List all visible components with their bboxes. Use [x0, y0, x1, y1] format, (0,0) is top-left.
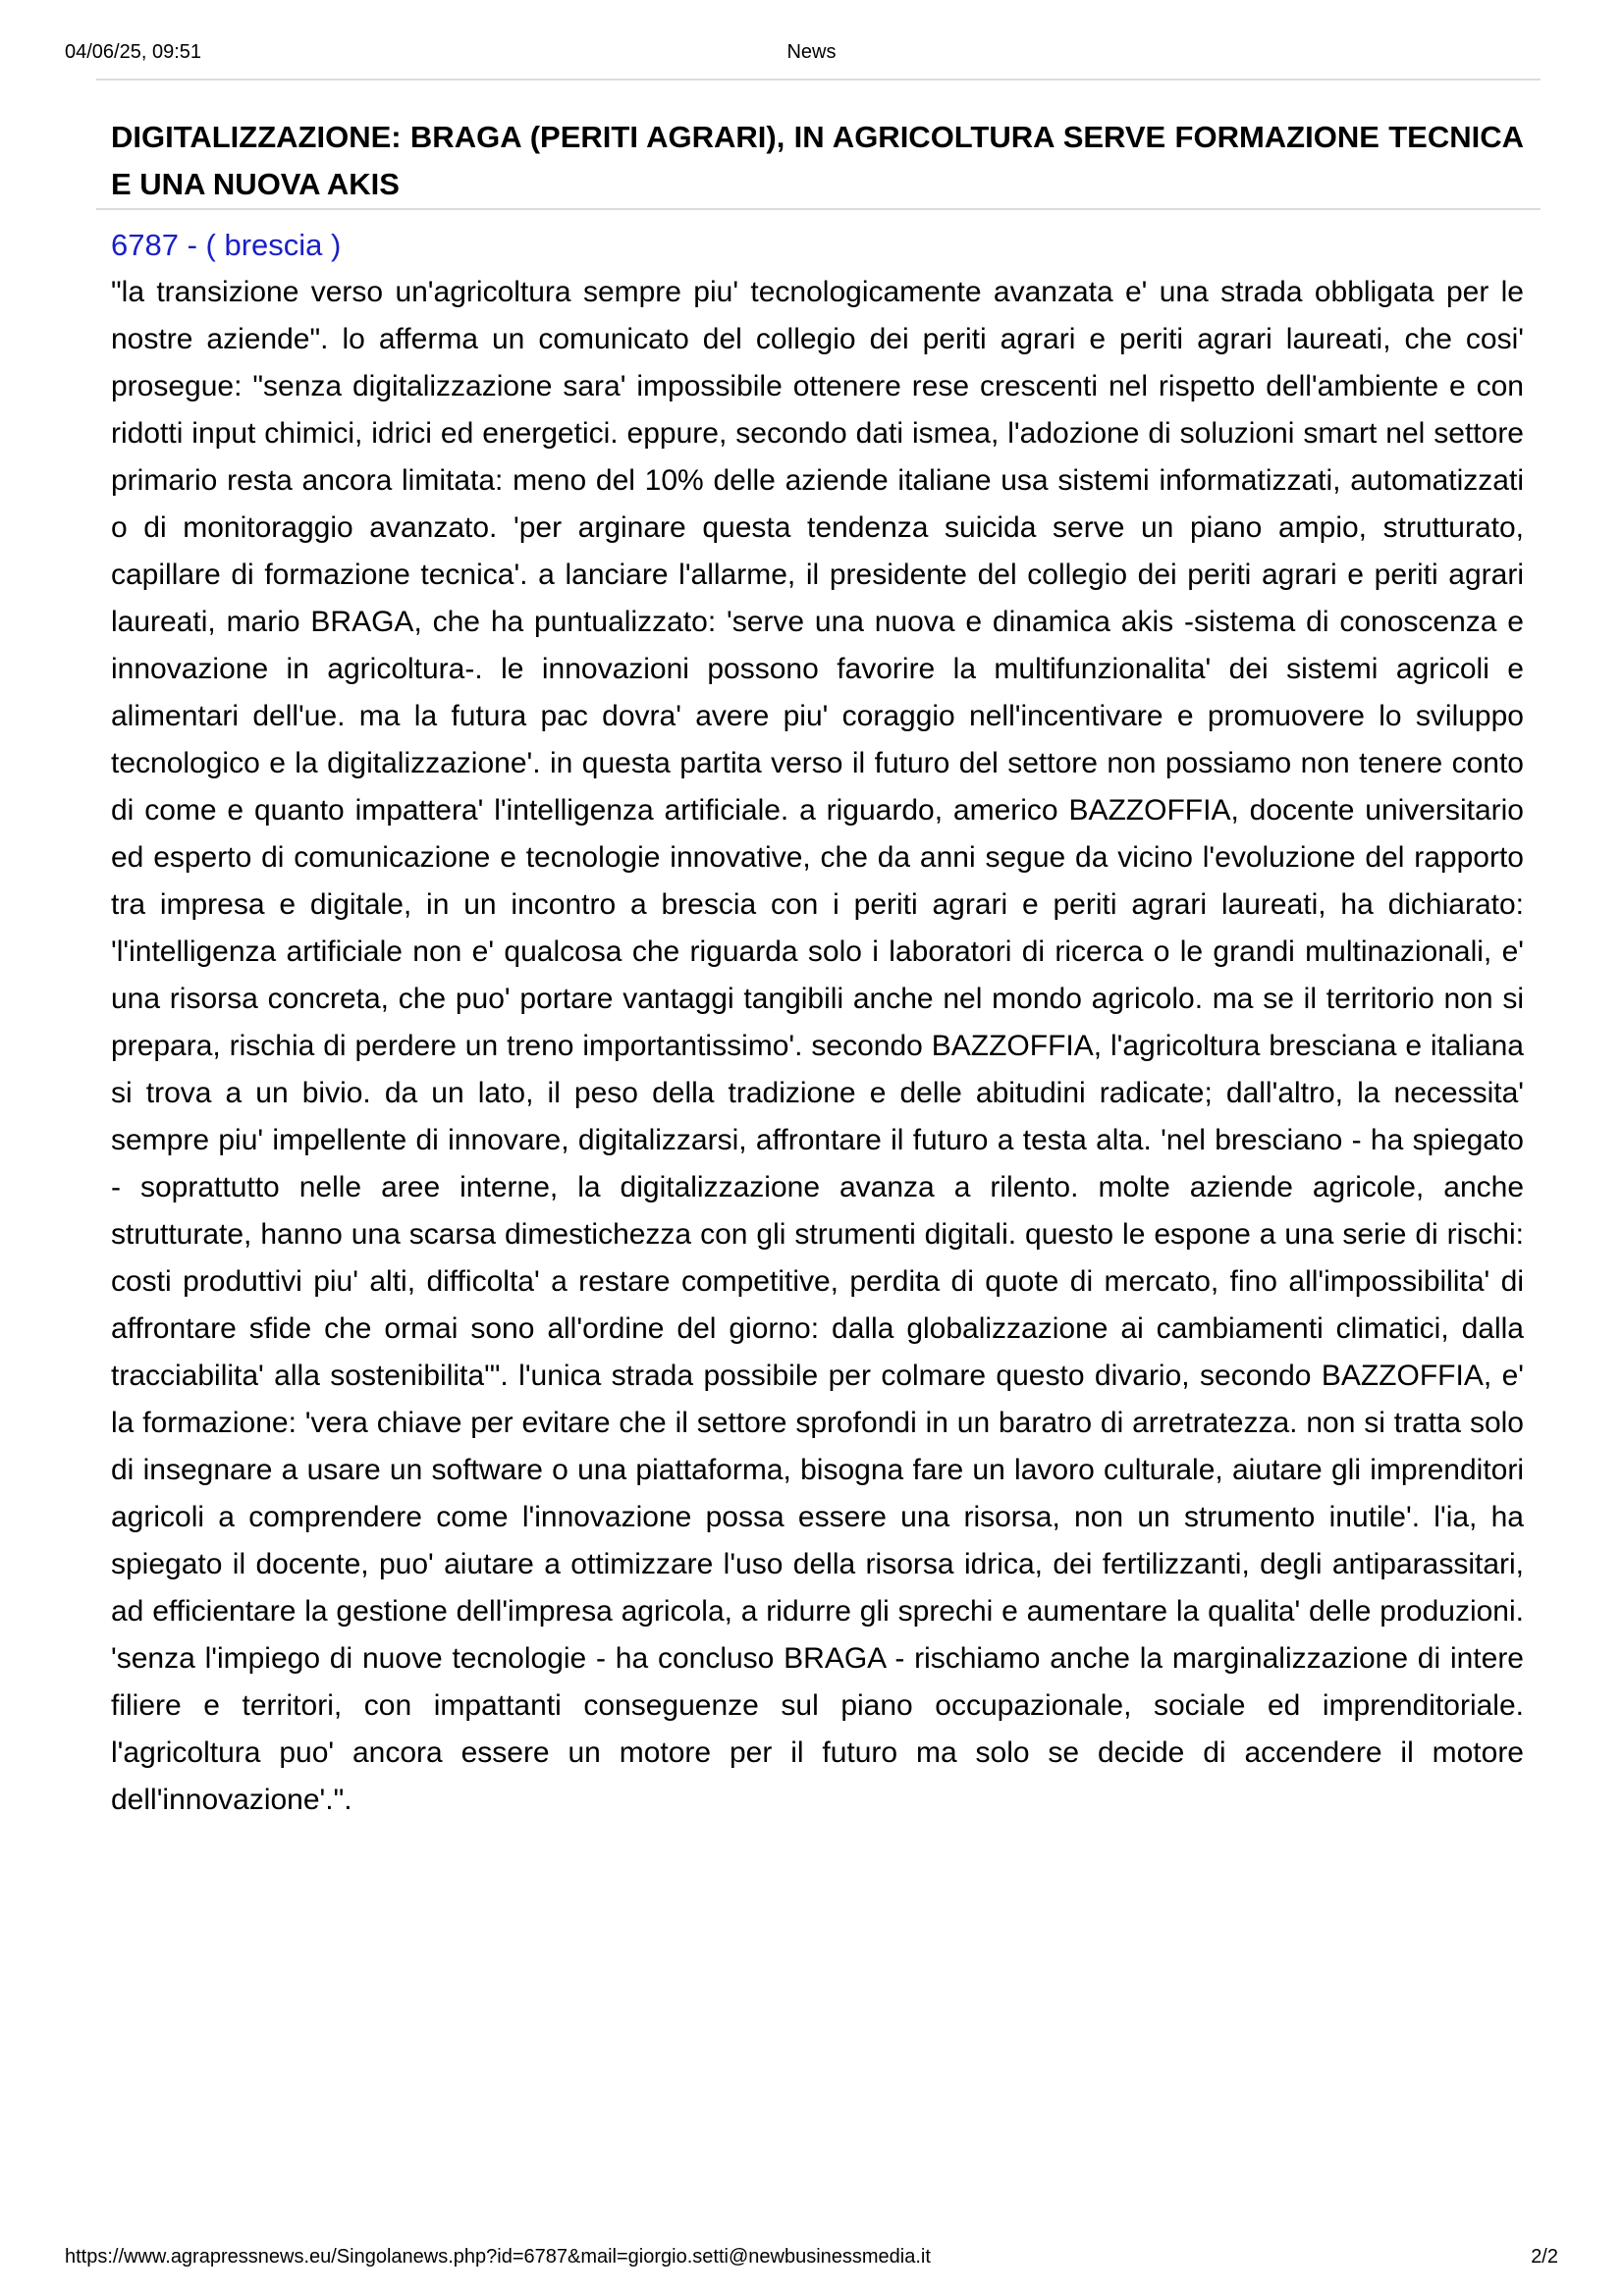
- article-body: "la transizione verso un'agricoltura sempre piu' tecnologicamente avanzata e' una strada obbligata per le nostre aziende". lo afferma un comunicato del collegio dei periti agrari e periti agrari laureati, che cosi' prosegue: "senza digitalizzazione sara' impossibile ottenere rese crescenti nel rispetto dell'ambiente e con ridotti input chimici, idrici ed energetici. eppure, secondo dati ismea, l'adozione di soluzioni smart nel settore primario resta ancora limitata: meno del 10% delle aziende italiane usa sistemi informatizzati, automatizzati o di monitoraggio avanzato. 'per arginare questa tendenza suicida serve un piano ampio, strutturato, capillare di formazione tecnica'. a lanciare l'allarme, il presidente del collegio dei periti agrari e periti agrari laureati, mario BRAGA, che ha puntualizzato: 'serve una nuova e dinamica akis -sistema di conoscenza e innovazione in agricoltura-. le innovazioni possono favorire la multifunzionalita' dei sistemi agricoli e alimentari dell'ue. ma la futura pac dovra' avere piu' coraggio nell'incentivare e promuovere lo sviluppo tecnologico e la digitalizzazione'. in questa partita verso il futuro del settore non possiamo non tenere conto di come e quanto impattera' l'intelligenza artificiale. a riguardo, americo BAZZOFFIA, docente universitario ed esperto di comunicazione e tecnologie innovative, che da anni segue da vicino l'evoluzione del rapporto tra impresa e digitale, in un incontro a brescia con i periti agrari e periti agrari laureati, ha dichiarato: 'l'intelligenza artificiale non e' qualcosa che riguarda solo i laboratori di ricerca o le grandi multinazionali, e' una risorsa concreta, che puo' portare vantaggi tangibili anche nel mondo agricolo. ma se il territorio non si prepara, rischia di perdere un treno importantissimo'. secondo BAZZOFFIA, l'agricoltura bresciana e italiana si trova a un bivio. da un lato, il peso della tradizione e delle abitudini radicate; dall'altro, la necessita' sempre piu' impellente di innovare, digitalizzarsi, affrontare il futuro a testa alta. 'nel bresciano - ha spiegato - soprattutto nelle aree interne, la digitalizzazione avanza a rilento. molte aziende agricole, anche strutturate, hanno una scarsa dimestichezza con gli strumenti digitali. questo le espone a una serie di rischi: costi produttivi piu' alti, difficolta' a restare competitive, perdita di quote di mercato, fino all'impossibilita' di affrontare sfide che ormai sono all'ordine del giorno: dalla globalizzazione ai cambiamenti climatici, dalla tracciabilita' alla sostenibilita'". l'unica strada possibile per colmare questo divario, secondo BAZZOFFIA, e' la formazione: 'vera chiave per evitare che il settore sprofondi in un baratro di arretratezza. non si tratta solo di insegnare a usare un software o una piattaforma, bisogna fare un lavoro culturale, aiutare gli imprenditori agricoli a comprendere come l'innovazione possa essere una risorsa, non un strumento inutile'. l'ia, ha spiegato il docente, puo' aiutare a ottimizzare l'uso della risorsa idrica, dei fertilizzanti, degli antiparassitari, ad efficientare la gestione dell'impresa agricola, a ridurre gli sprechi e aumentare la qualita' delle produzioni. 'senza l'impiego di nuove tecnologie - ha concluso BRAGA - rischiamo anche la marginalizzazione di intere filiere e territori, con impattanti conseguenze sul piano occupazionale, sociale ed imprenditoriale. l'agricoltura puo' ancora essere un motore per il futuro ma solo se decide di accendere il motore dell'innovazione'.".: [111, 276, 1524, 1816]
- top-divider: [96, 79, 1541, 80]
- article-headline: DIGITALIZZAZIONE: BRAGA (PERITI AGRARI), IN AGRICOLTURA SERVE FORMAZIONE TECNICA E UNA NUOVA AKIS: [111, 119, 1524, 201]
- print-page-title: News: [786, 41, 837, 63]
- print-header: [65, 41, 1558, 71]
- print-datetime: 04/06/25, 09:51: [65, 41, 202, 63]
- page-number: 2/2: [1531, 2246, 1558, 2268]
- article-source-line: 6787 - ( brescia ): [111, 228, 342, 262]
- page-url: https://www.agrapressnews.eu/Singolanews.php?id=6787&mail=giorgio.setti@newbusinessmedia.it: [65, 2246, 931, 2268]
- headline-divider: [96, 208, 1541, 210]
- print-footer: [65, 2246, 1558, 2273]
- article-content: [111, 222, 1524, 1824]
